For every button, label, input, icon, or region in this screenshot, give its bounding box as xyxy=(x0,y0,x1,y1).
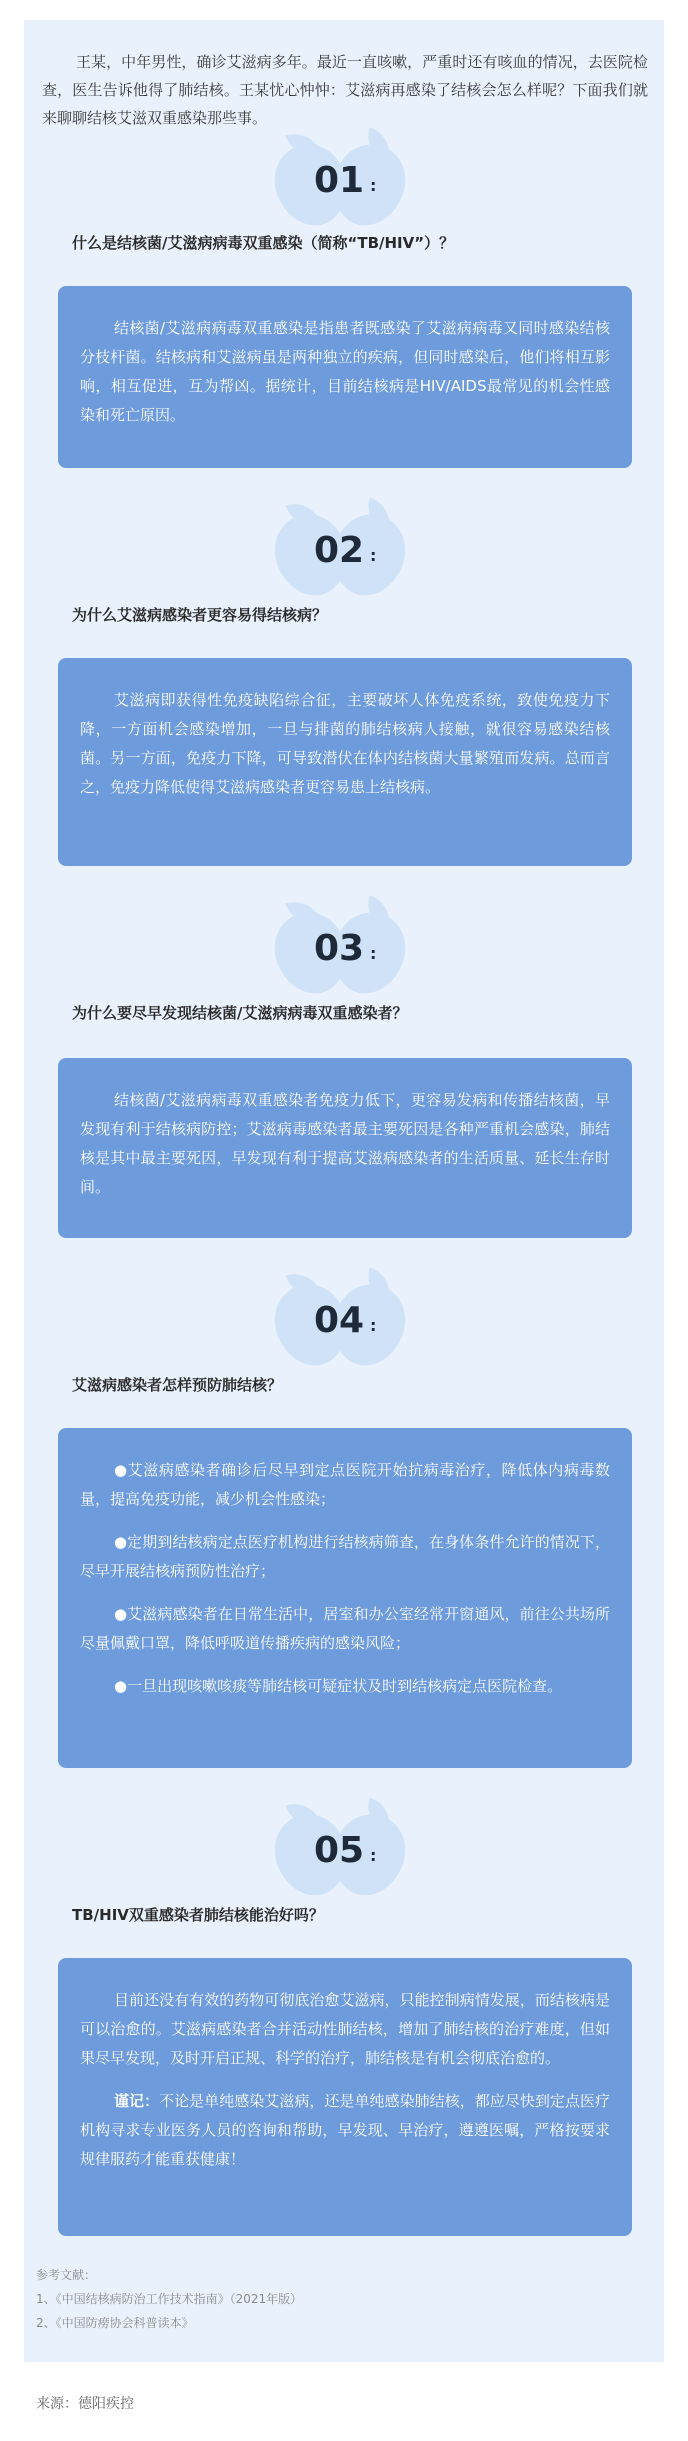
section-01-title: 什么是结核菌/艾滋病病毒双重感染（简称“TB/HIV”）？ xyxy=(72,234,455,252)
prevention-item: ●艾滋病感染者在日常生活中，居室和办公室经常开窗通风，前往公共场所尽量佩戴口罩，降低呼吸道传播疾病的感染风险； xyxy=(80,1605,610,1652)
section-01-paragraph: 结核菌/艾滋病病毒双重感染是指患者既感染了艾滋病病毒又同时感染结核分枝杆菌。结核病和艾滋病虽是两种独立的疾病，但同时感染后，他们将相互影响，相互促进，互为帮凶。据统计，目前结核病是HIV/AIDS最常见的机会性感染和死亡原因。 xyxy=(80,319,610,424)
section-02-paragraph: 艾滋病即获得性免疫缺陷综合征，主要破坏人体免疫系统，致使免疫力下降，一方面机会感染增加，一旦与排菌的肺结核病人接触，就很容易感染结核菌。另一方面，免疫力下降，可导致潜伏在体内结核菌大量繁殖而发病。总而言之，免疫力降低使得艾滋病感染者更容易患上结核病。 xyxy=(80,691,610,796)
section-number-colon: : xyxy=(370,176,377,195)
prevention-item: ●艾滋病感染者确诊后尽早到定点医院开始抗病毒治疗，降低体内病毒数量，提高免疫功能，减少机会性感染； xyxy=(80,1461,610,1508)
section-number: 04 xyxy=(314,1300,365,1341)
reference-item: 1、《中国结核病防治工作技术指南》（2021年版） xyxy=(36,2292,303,2306)
section-04-title: 艾滋病感染者怎样预防肺结核？ xyxy=(72,1376,283,1394)
section-05-badge xyxy=(272,1810,416,1900)
section-02-title: 为什么艾滋病感染者更容易得结核病？ xyxy=(72,606,328,624)
section-number: 01 xyxy=(314,160,365,201)
section-number-colon: : xyxy=(370,1316,377,1335)
note-label: 谨记： xyxy=(114,2092,160,2110)
note-text: 不论是单纯感染艾滋病，还是单纯感染肺结核，都应尽快到定点医疗机构寻求专业医务人员的咨询和帮助，早发现、早治疗，遵遵医嘱，严格按要求规律服药才能重获健康！ xyxy=(80,2092,610,2168)
section-05-note xyxy=(80,2087,610,2174)
reference-item: 2、《中国防痨协会科普读本》 xyxy=(36,2316,194,2330)
intro-paragraph: 王某，中年男性，确诊艾滋病多年。最近一直咳嗽，严重时还有咳血的情况，去医院检查，医生告诉他得了肺结核。王某忧心忡忡：艾滋病再感染了结核会怎么样呢？下面我们就来聊聊结核艾滋双重感染那些事。 xyxy=(42,53,648,127)
references xyxy=(36,2263,302,2335)
section-number: 05 xyxy=(314,1830,365,1871)
section-05-title: TB/HIV双重感染者肺结核能治好吗？ xyxy=(72,1906,324,1924)
section-01-card xyxy=(58,286,632,468)
section-number-colon: : xyxy=(370,1846,377,1865)
section-04-badge xyxy=(272,1280,416,1370)
section-03-title: 为什么要尽早发现结核菌/艾滋病病毒双重感染者？ xyxy=(72,1004,408,1022)
section-05-card xyxy=(58,1958,632,2236)
references-label: 参考文献： xyxy=(36,2268,97,2282)
section-number: 03 xyxy=(314,928,365,969)
prevention-item: ●一旦出现咳嗽咳痰等肺结核可疑症状及时到结核病定点医院检查。 xyxy=(114,1677,563,1695)
prevention-item: ●定期到结核病定点医疗机构进行结核病筛查，在身体条件允许的情况下，尽早开展结核病预防性治疗； xyxy=(80,1533,610,1580)
section-02-card xyxy=(58,658,632,866)
section-03-card xyxy=(58,1058,632,1238)
section-number: 02 xyxy=(314,530,365,571)
section-03-paragraph: 结核菌/艾滋病病毒双重感染者免疫力低下，更容易发病和传播结核菌，早发现有利于结核病防控；艾滋病毒感染者最主要死因是各种严重机会感染，肺结核是其中最主要死因，早发现有利于提高艾滋病感染者的生活质量、延长生存时间。 xyxy=(80,1091,610,1196)
source-credit: 来源：德阳疾控 xyxy=(36,2396,134,2412)
section-01-badge xyxy=(272,140,416,230)
section-02-badge xyxy=(272,510,416,600)
section-05-paragraph: 目前还没有有效的药物可彻底治愈艾滋病，只能控制病情发展，而结核病是可以治愈的。艾滋病感染者合并活动性肺结核，增加了肺结核的治疗难度，但如果尽早发现，及时开启正规、科学的治疗，肺结核是有机会彻底治愈的。 xyxy=(80,1991,610,2067)
section-03-badge xyxy=(272,908,416,998)
section-04-card xyxy=(58,1428,632,1768)
section-number-colon: : xyxy=(370,546,377,565)
section-number-colon: : xyxy=(370,944,377,963)
